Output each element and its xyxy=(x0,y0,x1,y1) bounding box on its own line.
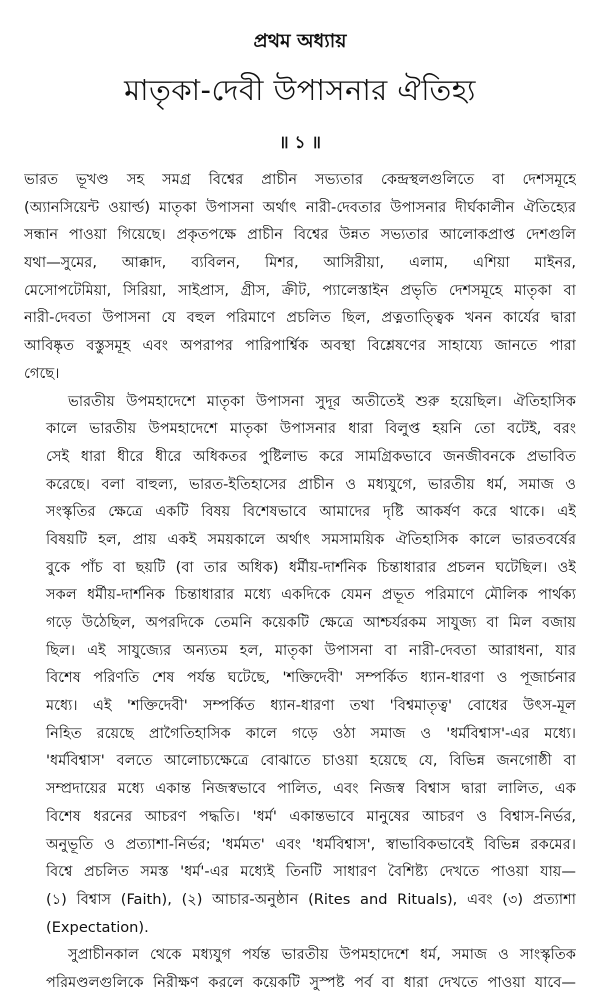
text-line: নিহিত রয়েছে প্রাগৈতিহাসিক কালে গড়ে ওঠা সমাজ ও 'ধর্মবিশ্বাস'-এর মধ্যে। xyxy=(46,724,576,742)
text-line: ভারত ভূখণ্ড সহ সমগ্র বিশ্বের প্রাচীন সভ্যতার কেন্দ্রস্থলগুলিতে বা দেশসমূহে xyxy=(24,171,576,188)
text-line: সম্প্রদায়ের মধ্যে একান্ত নিজস্বভাবে পালিত, এবং নিজস্ব বিশ্বাস দ্বারা লালিত, এক xyxy=(46,780,576,798)
text-line: (অ্যানসিয়েন্ট ওয়ার্ল্ড) মাতৃকা উপাসনা অর্থাৎ নারী-দেবতার উপাসনার দীর্ঘকালীন ঐতিহ্যের xyxy=(24,198,576,216)
text-line: অনুভূতি ও প্রত্যাশা-নির্ভর; 'ধর্মমত' এবং 'ধর্মবিশ্বাস', স্বাভাবিকভাবেই বিভিন্ন রকমের। xyxy=(46,835,576,853)
text-line: যথা—সুমের, আক্কাদ, ব্যবিলন, মিশর, আসিরীয়া, এলাম, এশিয়া মাইনর, xyxy=(24,254,576,272)
text-line: বিশেষ ধরনের আচরণ পদ্ধতি। 'ধর্ম' একান্তভাবে মানুষের আচরণ ও বিশ্বাস-নির্ভর, xyxy=(46,807,576,825)
text-line: ভারতীয় উপমহাদেশে মাতৃকা উপাসনা সুদূর অতীতেই শুরু হয়েছিল। ঐতিহাসিক xyxy=(68,392,576,410)
text-line: সুপ্রাচীনকাল থেকে মধ্যযুগ পর্যন্ত ভারতীয় উপমহাদেশে ধর্ম, সমাজ ও সাংস্কৃতিক xyxy=(68,946,576,964)
text-line: (১) বিশ্বাস (Faith), (২) আচার-অনুষ্ঠান (Rites and Rituals), এবং (৩) প্রত্যাশা xyxy=(46,890,576,908)
paragraph xyxy=(24,388,576,942)
text-line: নারী-দেবতা উপাসনা যে বহুল পরিমাণে প্রচলিত ছিল, প্রত্নতাত্ত্বিক খনন কার্যের দ্বারা xyxy=(24,309,576,327)
text-line: বিশ্বে প্রচলিত সমস্ত 'ধর্ম'-এর মধ্যেই তিনটি সাধারণ বৈশিষ্ট্য দেখতে পাওয়া যায়— xyxy=(46,863,576,881)
paragraph xyxy=(24,941,576,996)
text-line: ছিল। এই সাযুজ্যের অন্যতম হল, মাতৃকা উপাসনা বা নারী-দেবতা আরাধনা, যার xyxy=(46,641,576,659)
chapter-label: প্রথম অধ্যায় xyxy=(253,30,347,52)
text-line: মেসোপটেমিয়া, সিরিয়া, সাইপ্রাস, গ্রীস, ক্রীট, প্যালেস্তাইন প্রভৃতি দেশসমূহে মাতৃকা বা xyxy=(24,281,576,299)
text-line: (Expectation). xyxy=(46,918,149,936)
text-line: সকল ধর্মীয়-দার্শনিক চিন্তাধারার মধ্যে একদিকে যেমন প্রভূত পরিমাণে মৌলিক পার্থক্য xyxy=(46,586,576,604)
text-line: সন্ধান পাওয়া গিয়েছে। প্রকৃতপক্ষে প্রাচীন বিশ্বের উন্নত সভ্যতার আলোকপ্রাপ্ত দেশগুলি xyxy=(24,226,576,244)
text-line: 'ধর্মবিশ্বাস' বলতে আলোচ্যক্ষেত্রে বোঝাতে চাওয়া হয়েছে যে, বিভিন্ন জনগোষ্ঠী বা xyxy=(46,752,576,770)
book-page xyxy=(24,0,576,991)
text-line: গড়ে উঠেছিল, অপরদিকে তেমনি কয়েকটি ক্ষেত্রে আশ্চর্যরকম সাযুজ্য বা মিল বজায় xyxy=(46,614,576,631)
text-line: সংস্কৃতির ক্ষেত্রে একটি বিষয় বিশেষভাবে আমাদের দৃষ্টি আকর্ষণ করে থাকে। এই xyxy=(46,503,576,521)
chapter-title: মাতৃকা-দেবী উপাসনার ঐতিহ্য xyxy=(124,73,476,107)
text-line: সেই ধারা ধীরে ধীরে অধিকতর পুষ্টিলাভ করে সামগ্রিকভাবে জনজীবনকে প্রভাবিত xyxy=(46,447,576,465)
body-text xyxy=(24,166,576,997)
text-line: করেছে। বলা বাহুল্য, ভারত-ইতিহাসের প্রাচীন ও মধ্যযুগে, ভারতীয় ধর্ম, সমাজ ও xyxy=(46,475,576,493)
text-line: কালে ভারতীয় উপমহাদেশে মাতৃকা উপাসনার ধারা বিলুপ্ত হয়নি তো বটেই, বরং xyxy=(46,420,576,438)
text-line: পরিমণ্ডলগুলিকে নিরীক্ষণ করলে কয়েকটি সুস্পষ্ট পর্ব বা ধারা দেখতে পাওয়া যাবে— xyxy=(46,973,576,991)
text-line: আবিষ্কৃত বস্তুসমূহ এবং অপরাপর পারিপার্শ্বিক অবস্থা বিশ্লেষণের সাহায্যে জানতে পারা xyxy=(24,337,576,355)
text-line: বিশেষ পরিণতি শেষ পর্যন্ত ঘটেছে, 'শক্তিদেবী' সম্পর্কিত ধ্যান-ধারণা ও পূজার্চনার xyxy=(46,669,576,687)
text-line: বিষয়টি হল, প্রায় একই সময়কালে অর্থাৎ সমসাময়িক ঐতিহাসিক কালে ভারতবর্ষের xyxy=(46,530,576,548)
text-line: বুকে পাঁচ বা ছয়টি (বা তার অধিক) ধর্মীয়-দার্শনিক চিন্তাধারার প্রচলন ঘটেছিল। ওই xyxy=(46,558,576,576)
text-line: গেছে। xyxy=(24,364,60,382)
paragraph xyxy=(24,166,576,388)
text-line: মধ্যে। এই 'শক্তিদেবী' সম্পর্কিত ধ্যান-ধারণা তথা 'বিশ্বমাতৃত্ব' বোধের উৎস-মূল xyxy=(46,697,576,715)
section-marker: ॥ ১ ॥ xyxy=(278,133,322,153)
